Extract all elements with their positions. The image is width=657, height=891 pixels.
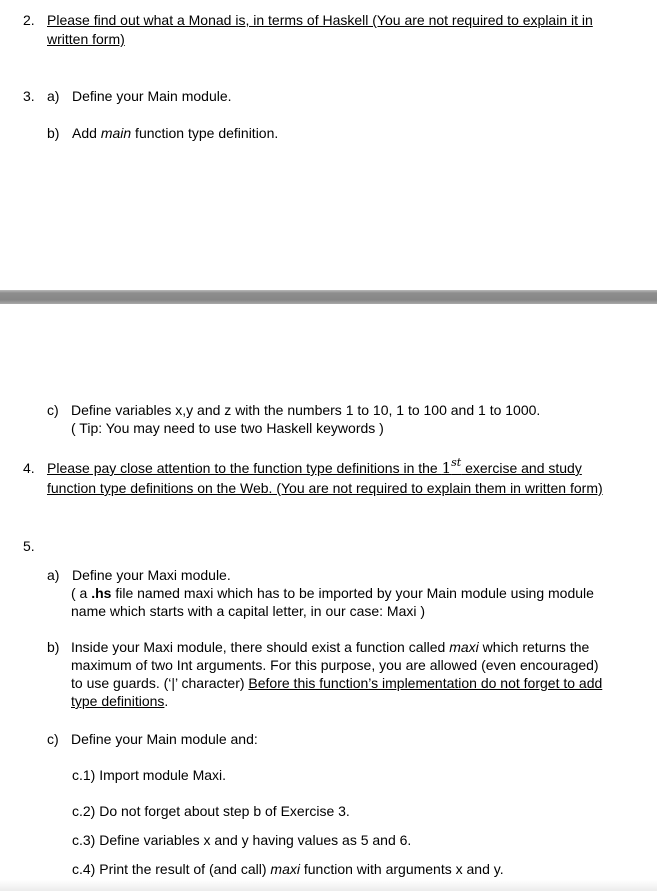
q5b-maxi-emphasis: maxi (449, 639, 479, 655)
q4-text-line2: function type definitions on the Web. (You are not required to explain them in written form) (47, 480, 603, 496)
page-bottom-shadow (0, 880, 657, 891)
q5a-detail-line1: ( a .hs file named maxi which has to be imported by your Main module using module (71, 585, 594, 601)
q4-number: 4. (23, 460, 35, 476)
q2-text-line1: Please find out what a Monad is, in terms of Haskell (You are not required to explain it in (47, 12, 593, 28)
page-break-divider (0, 290, 657, 304)
q5c-text: Define your Main module and: (71, 731, 258, 747)
q3b-main-emphasis: main (100, 125, 132, 141)
q5b-text-line1: Inside your Maxi module, there should exist a function called maxi which returns the (71, 639, 590, 655)
q5c1-text: c.1) Import module Maxi. (72, 767, 227, 783)
q5c2-text: c.2) Do not forget about step b of Exercise 3. (72, 803, 350, 819)
q5a-detail-line2: name which starts with a capital letter, in our case: Maxi ) (71, 603, 426, 619)
q5c-marker: c) (47, 731, 59, 747)
q3c-tip: ( Tip: You may need to use two Haskell keywords ) (71, 420, 384, 436)
q3c-marker: c) (47, 402, 59, 418)
q5-number: 5. (23, 538, 35, 554)
q4-text-line1: Please pay close attention to the function type definitions in the 1st exercise and study (47, 456, 582, 477)
q3b-marker: b) (47, 125, 60, 141)
q3a-text: Define your Main module. (72, 88, 232, 104)
q3a-marker: a) (47, 88, 60, 104)
q3-number: 3. (23, 88, 35, 104)
q5b-marker: b) (47, 639, 60, 655)
q3c-text: Define variables x,y and z with the numbers 1 to 10, 1 to 100 and 1 to 1000. (71, 402, 541, 418)
q2-text-line2: written form) (47, 31, 125, 47)
q5b-text-line4: type definitions. (71, 693, 169, 709)
q5b-text-line3: to use guards. (‘|’ character) Before this function’s implementation do not forget to add (71, 675, 603, 691)
q2-number: 2. (23, 12, 35, 28)
q5c4-maxi-emphasis: maxi (270, 861, 300, 877)
q5b-text-line2: maximum of two Int arguments. For this purpose, you are allowed (even encouraged) (71, 657, 599, 673)
q5a-marker: a) (47, 567, 60, 583)
q5c3-text: c.3) Define variables x and y having values as 5 and 6. (72, 832, 412, 848)
q5a-text: Define your Maxi module. (72, 567, 231, 583)
q5c4-text: c.4) Print the result of (and call) maxi function with arguments x and y. (72, 861, 504, 877)
q3b-text: Add main function type definition. (72, 125, 279, 141)
